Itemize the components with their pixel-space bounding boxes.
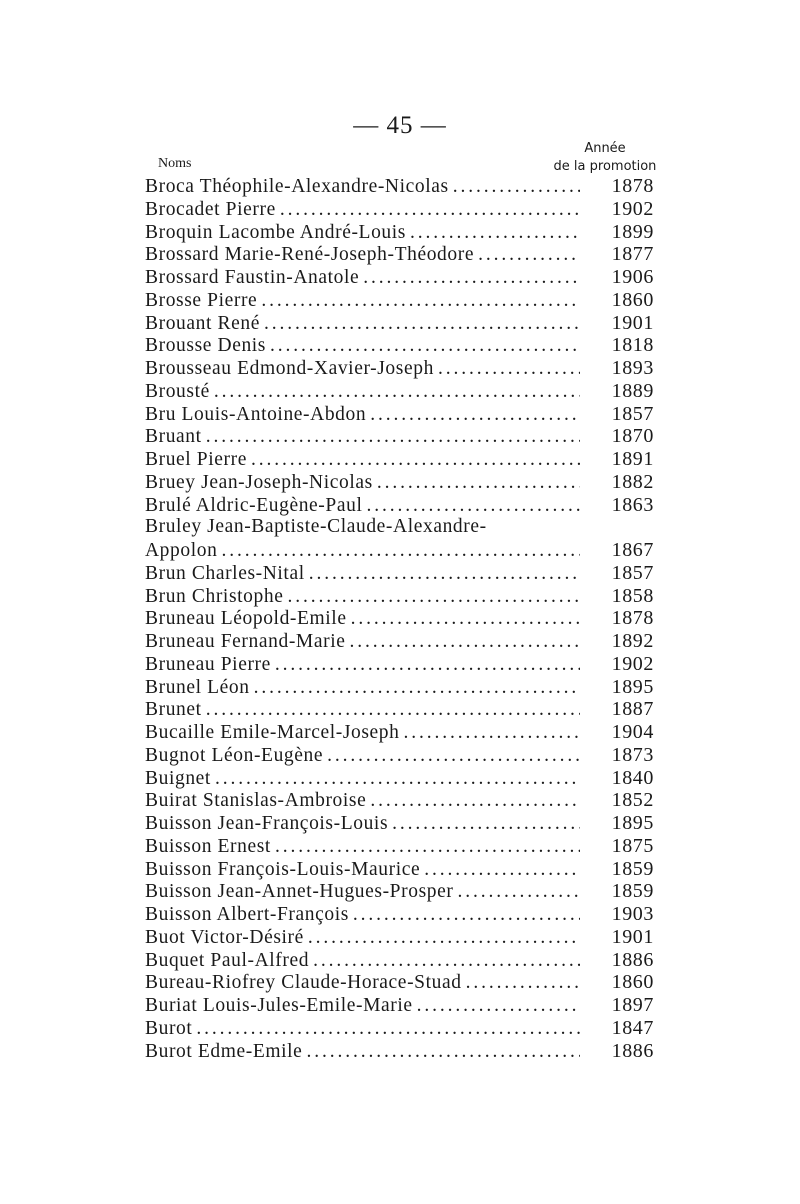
entry-year: 1904 — [611, 721, 654, 743]
entry-name: Broquin Lacombe André-Louis — [145, 221, 406, 243]
dot-leader — [370, 404, 580, 427]
entry-year: 1899 — [611, 220, 654, 243]
dot-leader — [254, 677, 580, 700]
list-item — [145, 630, 660, 653]
list-item — [145, 698, 660, 721]
entry-name: Buirat Stanislas-Ambroise — [145, 790, 367, 812]
entry-year: 1867 — [611, 539, 654, 561]
dot-leader — [366, 495, 580, 518]
list-item — [145, 880, 660, 903]
list-item — [145, 494, 660, 517]
dot-leader — [424, 859, 580, 882]
entry-year: 1906 — [611, 266, 654, 288]
entry-year: 1903 — [611, 903, 654, 925]
dot-leader — [264, 313, 580, 336]
dot-leader — [363, 267, 580, 290]
dot-leader — [215, 768, 580, 791]
dot-leader — [370, 790, 580, 813]
entry-year: 1882 — [611, 470, 654, 493]
dot-leader — [206, 426, 580, 449]
entry-name: Brunel Léon — [145, 676, 250, 698]
entry-year: 1895 — [611, 812, 654, 834]
entry-name: Bureau-Riofrey Claude-Horace-Stuad — [145, 972, 462, 994]
dot-leader — [417, 995, 580, 1018]
dot-leader — [287, 586, 580, 609]
entry-year: 1847 — [611, 1016, 654, 1039]
list-item — [145, 994, 660, 1017]
entry-year: 1902 — [611, 197, 654, 220]
entry-name: Brossard Marie-René-Joseph-Théodore — [145, 244, 475, 266]
dot-leader — [313, 950, 580, 973]
list-item — [145, 971, 660, 994]
dot-leader — [308, 927, 580, 950]
dot-leader — [251, 449, 580, 472]
dot-leader — [353, 904, 580, 927]
dot-leader — [206, 699, 580, 722]
entry-name: Burot Edme-Emile — [145, 1040, 303, 1062]
entry-name: Bruey Jean-Joseph-Nicolas — [145, 471, 373, 493]
list-item — [145, 312, 660, 335]
entry-year: 1893 — [611, 357, 654, 379]
dot-leader — [309, 563, 580, 586]
entry-name: Bru Louis-Antoine-Abdon — [145, 403, 367, 425]
dot-leader — [275, 836, 580, 859]
entry-year: 1818 — [611, 334, 654, 357]
column-header-year — [540, 140, 670, 176]
entry-year: 1859 — [611, 857, 654, 880]
entry-year: 1901 — [611, 925, 654, 948]
list-item — [145, 539, 660, 562]
entry-name: Bruneau Pierre — [145, 653, 271, 675]
dot-leader — [306, 1041, 580, 1064]
dot-leader — [270, 335, 580, 358]
entry-year: 1852 — [611, 789, 654, 812]
list-item — [145, 721, 660, 744]
entry-year: 1878 — [611, 607, 654, 630]
entry-name: Brouant René — [145, 312, 260, 334]
entry-name: Buisson Albert-François — [145, 904, 349, 925]
entry-year: 1901 — [611, 311, 654, 334]
list-item — [145, 221, 660, 244]
entry-name: Buisson Jean-Annet-Hugues-Prosper — [145, 881, 454, 903]
entry-name: Brun Charles-Nital — [145, 562, 305, 584]
column-header-names: Noms — [158, 156, 192, 171]
entry-name: Brulé Aldric-Eugène-Paul — [145, 494, 363, 516]
list-item — [145, 903, 660, 926]
entry-name: Brousse Denis — [145, 335, 267, 357]
entry-name: Bruel Pierre — [145, 449, 247, 470]
entry-year: 1902 — [611, 652, 654, 675]
dot-leader — [261, 290, 580, 313]
entry-year: 1895 — [611, 675, 654, 698]
entry-year: 1886 — [611, 948, 654, 971]
entry-name: Buquet Paul-Alfred — [145, 949, 310, 971]
list-item — [145, 516, 660, 539]
dot-leader — [377, 472, 580, 495]
dot-leader — [478, 244, 580, 267]
entry-year: 1860 — [611, 288, 654, 311]
list-item — [145, 198, 660, 221]
entry-year: 1857 — [611, 561, 654, 584]
entry-year: 1857 — [611, 402, 654, 425]
list-item — [145, 1017, 660, 1040]
entry-name: Brocadet Pierre — [145, 198, 276, 220]
entry-name: Buignet — [145, 767, 211, 789]
list-item — [145, 585, 660, 608]
dot-leader — [327, 745, 580, 768]
entry-list — [145, 175, 660, 1062]
dot-leader — [392, 813, 580, 836]
list-item — [145, 858, 660, 881]
entry-name: Buisson Jean-François-Louis — [145, 813, 389, 834]
dot-leader — [351, 608, 580, 631]
column-header-year-line2: de la promotion — [553, 159, 657, 174]
list-item — [145, 812, 660, 835]
dot-leader — [410, 222, 580, 245]
entry-name: Brousseau Edmond-Xavier-Joseph — [145, 358, 434, 379]
entry-name: Bruley Jean-Baptiste-Claude-Alexandre- — [145, 516, 487, 538]
list-item — [145, 334, 660, 357]
list-item — [145, 289, 660, 312]
list-item — [145, 562, 660, 585]
entry-year: 1886 — [611, 1039, 654, 1062]
list-item — [145, 471, 660, 494]
entry-name: Brossard Faustin-Anatole — [145, 267, 360, 288]
entry-year: 1863 — [611, 493, 654, 516]
entry-year: 1873 — [611, 743, 654, 766]
entry-year: 1875 — [611, 834, 654, 857]
dot-leader — [214, 381, 580, 404]
entry-year: 1877 — [611, 243, 654, 266]
list-item — [145, 926, 660, 949]
list-item — [145, 380, 660, 403]
entry-year: 1859 — [611, 880, 654, 903]
dot-leader — [453, 176, 580, 199]
dot-leader — [196, 1018, 580, 1041]
entry-year: 1892 — [611, 630, 654, 652]
page-number: — 45 — — [353, 112, 447, 139]
entry-name: Bruneau Fernand-Marie — [145, 631, 346, 652]
entry-name: Appolon — [145, 540, 218, 561]
entry-name: Brun Christophe — [145, 585, 284, 607]
list-item — [145, 835, 660, 858]
entry-name: Brosse Pierre — [145, 289, 258, 311]
entry-year: 1878 — [611, 175, 654, 197]
entry-name: Burot — [145, 1017, 193, 1039]
dot-leader — [221, 540, 580, 563]
entry-year: 1891 — [611, 448, 654, 470]
entry-name: Buot Victor-Désiré — [145, 926, 304, 948]
dot-leader — [404, 722, 580, 745]
entry-year: 1840 — [611, 766, 654, 789]
list-item — [145, 653, 660, 676]
entry-year: 1870 — [611, 425, 654, 448]
list-item — [145, 425, 660, 448]
entry-year: 1897 — [611, 994, 654, 1016]
list-item — [145, 448, 660, 471]
list-item — [145, 1040, 660, 1063]
entry-name: Brousté — [145, 380, 210, 402]
entry-name: Bucaille Emile-Marcel-Joseph — [145, 722, 400, 743]
list-item — [145, 403, 660, 426]
dot-leader — [350, 631, 581, 654]
entry-name: Buriat Louis-Jules-Emile-Marie — [145, 995, 413, 1016]
entry-year: 1887 — [611, 698, 654, 721]
entry-name: Buisson Ernest — [145, 835, 271, 857]
list-item — [145, 266, 660, 289]
list-item — [145, 767, 660, 790]
list-item — [145, 357, 660, 380]
list-item — [145, 243, 660, 266]
entry-name: Bruant — [145, 426, 202, 448]
entry-name: Brunet — [145, 699, 202, 721]
entry-name: Broca Théophile-Alexandre-Nicolas — [145, 176, 449, 197]
list-item — [145, 949, 660, 972]
dot-leader — [457, 881, 580, 904]
dot-leader — [280, 199, 580, 222]
dot-leader — [275, 654, 580, 677]
list-item — [145, 175, 660, 198]
entry-year: 1889 — [611, 379, 654, 402]
entry-name: Bugnot Léon-Eugène — [145, 744, 324, 766]
entry-name: Bruneau Léopold-Emile — [145, 608, 347, 630]
column-header-year-line1: Année — [584, 141, 626, 156]
entry-year: 1858 — [611, 584, 654, 607]
list-item — [145, 607, 660, 630]
entry-name: Buisson François-Louis-Maurice — [145, 858, 421, 880]
entry-year: 1860 — [611, 971, 654, 994]
list-item — [145, 744, 660, 767]
list-item — [145, 676, 660, 699]
list-item — [145, 789, 660, 812]
dot-leader — [438, 358, 580, 381]
dot-leader — [466, 972, 580, 995]
